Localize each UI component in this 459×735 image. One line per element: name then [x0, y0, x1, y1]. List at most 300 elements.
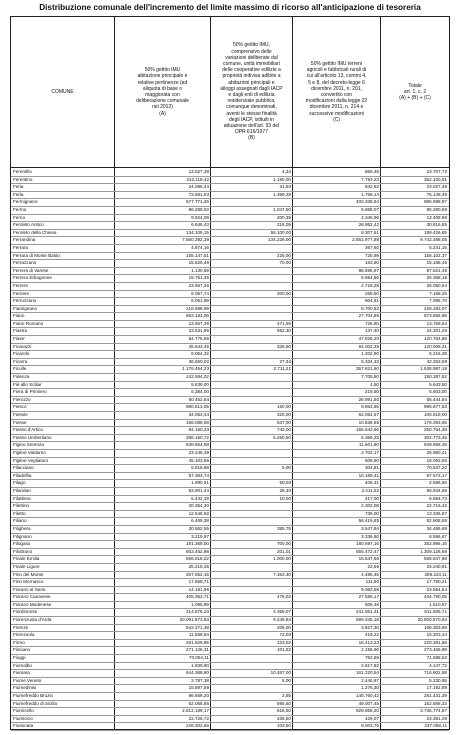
- cell-b: 355,75: [276, 525, 291, 531]
- cell-a: 12.546,92: [188, 510, 209, 516]
- cell-comune: Fermignano: [13, 199, 38, 205]
- cell-total: 23.027,48: [426, 184, 447, 190]
- cell-c: 655.472,47: [356, 548, 379, 554]
- cell-c: 27.704,86: [358, 313, 379, 319]
- cell-a: 257.552,16: [186, 571, 209, 577]
- cell-b: 70,00: [279, 260, 291, 266]
- cell-c: 8.003,76: [361, 723, 379, 729]
- header-col-c: [293, 17, 381, 167]
- cell-a: 4.874,16: [191, 244, 209, 250]
- cell-b: 10.467,00: [270, 670, 291, 676]
- cell-b: 134.226,00: [268, 237, 291, 243]
- cell-c: 2.718,28: [361, 282, 379, 288]
- cell-b: 616,50: [276, 708, 291, 714]
- cell-b: [211, 381, 291, 389]
- cell-b: [211, 533, 291, 541]
- cell-b: [211, 335, 291, 343]
- cell-total: 5.654,73: [429, 495, 447, 501]
- cell-b: 123,02: [276, 639, 291, 645]
- header-col-b-line: proprietà indivisa adibite a: [222, 73, 281, 80]
- header-col-b-line: delle cooperative edilizie a: [222, 67, 281, 74]
- cell-total: 3.736.774,87: [420, 708, 447, 714]
- cell-total: 150.287,52: [424, 374, 447, 380]
- cell-comune: Fisciano: [13, 647, 31, 653]
- cell-c: 865,48: [364, 169, 379, 174]
- cell-a: 45.643,45: [188, 343, 209, 349]
- cell-c: 606,60: [364, 457, 379, 463]
- cell-b: [211, 198, 291, 206]
- header-col-b-line: residenziale pubblica,: [227, 98, 276, 105]
- cell-total: 166.303,69: [424, 624, 447, 630]
- cell-b: 1.399,28: [273, 191, 291, 197]
- cell-total: 62.908,59: [426, 518, 447, 524]
- cell-comune: Fiumefreddo di Sicilia: [13, 700, 57, 706]
- cell-b: [211, 449, 291, 457]
- cell-c: 137,40: [364, 328, 379, 334]
- cell-c: 4,50: [370, 381, 379, 387]
- cell-c: 4.346,96: [361, 214, 379, 220]
- cell-total: 237.068,11: [424, 723, 447, 729]
- cell-b: 4.369,07: [273, 609, 291, 615]
- cell-total: 5.230,95: [429, 677, 447, 683]
- cell-total: 1.309.126,68: [420, 548, 447, 554]
- cell-a: 9.924,09: [191, 214, 209, 220]
- header-col-b-line: degli IACP, istituiti in: [229, 116, 274, 123]
- cell-c: 6.369,23: [361, 434, 379, 440]
- cell-b: [211, 563, 291, 571]
- cell-b: [211, 305, 291, 313]
- cell-comune: Ferentillo: [13, 169, 32, 174]
- cell-b: 1.190,00: [273, 176, 291, 182]
- cell-a: 288.150,72: [186, 434, 209, 440]
- cell-comune: Ficulle: [13, 366, 27, 372]
- cell-total: 7.085,70: [429, 298, 447, 304]
- cell-c: 47.925,20: [358, 336, 379, 342]
- cell-b: [211, 373, 291, 381]
- cell-c: 3.827,30: [361, 624, 379, 630]
- cell-b: 55.100,00: [270, 229, 291, 235]
- cell-comune: Ferrazzano: [13, 260, 37, 266]
- cell-a: 6.057,74: [191, 290, 209, 296]
- cell-comune: Ferrandina: [13, 237, 36, 243]
- cell-c: 357.821,60: [356, 366, 379, 372]
- cell-a: 1.176.454,23: [182, 366, 209, 372]
- cell-total: 85.280,59: [426, 206, 447, 212]
- cell-total: 13.769,64: [426, 320, 447, 326]
- cell-comune: Fidenza: [13, 374, 30, 380]
- cell-b: [211, 684, 291, 692]
- cell-b: 7.363,30: [273, 571, 291, 577]
- cell-a: 638.654,58: [186, 442, 209, 448]
- cell-a: 23.531,96: [188, 328, 209, 334]
- table-header: [10, 16, 450, 168]
- cell-c: 218,50: [364, 389, 379, 395]
- header-col-b-line: alloggi assegnati dagli IACP: [220, 85, 283, 92]
- cell-a: 73.581,53: [188, 191, 209, 197]
- cell-total: 152.568,33: [424, 700, 447, 706]
- cell-comune: Filattiera: [13, 495, 31, 501]
- cell-a: 84.150,33: [188, 427, 209, 433]
- cell-c: 163,60: [364, 260, 379, 266]
- cell-total: 2.596,65: [429, 480, 447, 486]
- cell-total: 9.742.488,05: [420, 237, 447, 243]
- cell-total: 15.168,45: [426, 260, 447, 266]
- cell-b: [211, 244, 291, 252]
- cell-b: [211, 274, 291, 282]
- cell-total: 26.050,54: [426, 282, 447, 288]
- cell-total: 17.192,89: [426, 685, 447, 691]
- cell-c: 9.362,58: [361, 586, 379, 592]
- cell-a: 542.271,38: [186, 624, 209, 630]
- header-col-d-line: Totale: [408, 82, 422, 89]
- cell-a: 2.787,38: [191, 677, 209, 683]
- cell-c: 4.485,45: [361, 571, 379, 577]
- cell-a: 6.051,99: [191, 298, 209, 304]
- table-body: [10, 168, 450, 730]
- cell-comune: Fiano Romano: [13, 320, 44, 326]
- cell-total: 13.408,89: [426, 214, 447, 220]
- cell-comune: Fiorenzuola d'Arda: [13, 617, 52, 623]
- cell-c: 3.336,60: [361, 533, 379, 539]
- cell-total: 716.902,68: [424, 670, 447, 676]
- cell-comune: Fino del Monte: [13, 571, 44, 577]
- cell-c: 2.302,08: [361, 503, 379, 509]
- cell-comune: Fiorano Canavese: [13, 594, 51, 600]
- cell-b: 6,00: [282, 677, 291, 683]
- cell-comune: Fiuggi: [13, 655, 26, 661]
- cell-c: 26.991,50: [358, 396, 379, 402]
- cell-comune: Ferentino: [13, 176, 33, 182]
- cell-total: 23.707,72: [426, 169, 447, 174]
- cell-total: 56.944,65: [426, 487, 447, 493]
- cell-a: 36.650,02: [188, 358, 209, 364]
- header-col-b-line: comune, unità immobiliari: [223, 60, 280, 67]
- cell-c: 3.547,94: [361, 525, 379, 531]
- cell-total: 6.596,67: [429, 533, 447, 539]
- cell-c: 2.617,82: [361, 662, 379, 668]
- cell-a: 405.353,71: [186, 594, 209, 600]
- cell-b: [211, 267, 291, 275]
- header-comune: [11, 17, 115, 167]
- cell-a: 13.027,38: [188, 169, 209, 174]
- header-col-a-line: nel 2012): [152, 104, 173, 111]
- header-col-b-line: comprensivo delle: [231, 48, 272, 55]
- cell-c: 728,60: [364, 320, 379, 326]
- cell-b: 150,00: [276, 404, 291, 410]
- header-col-c-line: convertito con: [320, 92, 353, 98]
- cell-total: 352.966,16: [424, 541, 447, 547]
- cell-comune: Filottrano: [13, 548, 33, 554]
- cell-c: 8.700,53: [361, 305, 379, 311]
- cell-comune: Firmo: [13, 639, 25, 645]
- cell-total: 13.336,87: [426, 510, 447, 516]
- cell-a: 13.567,39: [188, 320, 209, 326]
- cell-c: 86.596,97: [358, 267, 379, 273]
- cell-a: 11.559,84: [188, 632, 209, 638]
- cell-c: 752,69: [364, 655, 379, 661]
- header-col-c-line: modificazioni dalla legge 22: [305, 98, 368, 105]
- cell-comune: Ferrere: [13, 282, 29, 288]
- cell-comune: Fiumedinisi: [13, 685, 37, 691]
- cell-c: 505,48: [364, 601, 379, 607]
- cell-total: 15.203,44: [426, 632, 447, 638]
- cell-c: 1.275,30: [361, 685, 379, 691]
- cell-b: 2.711,21: [273, 366, 291, 372]
- header-col-b-line: e dagli enti di edilizia: [228, 92, 275, 98]
- cell-b: 218,09: [276, 222, 291, 228]
- header-col-c-line: 5 e 8, del decreto-legge 6: [308, 79, 365, 86]
- cell-c: 1.759,14: [361, 191, 379, 197]
- cell-comune: Fiè allo Sciliar: [13, 381, 42, 387]
- header-col-b: [211, 17, 293, 167]
- cell-total: 434.790,05: [424, 594, 447, 600]
- cell-total: 42.253,59: [426, 358, 447, 364]
- cell-c: 7.793,23: [361, 176, 379, 182]
- cell-c: 64.002,28: [358, 343, 379, 349]
- cell-comune: Filighera: [13, 525, 31, 531]
- cell-b: [211, 312, 291, 320]
- cell-a: 653.183,06: [186, 313, 209, 319]
- cell-c: 27.556,17: [358, 594, 379, 600]
- cell-b: [211, 388, 291, 396]
- cell-b: 595,50: [276, 700, 291, 706]
- cell-b: 200,39: [276, 214, 291, 220]
- cell-a: 281.829,85: [186, 639, 209, 645]
- cell-total: 273.466,99: [424, 647, 447, 653]
- cell-comune: Fiorano al Serio: [13, 586, 46, 592]
- header-col-b-line: variazioni deliberate dal: [225, 54, 278, 61]
- cell-comune: Fiumicino: [13, 715, 33, 721]
- cell-comune: Ferrara di Monte Baldo: [13, 252, 60, 258]
- cell-total: 71.588,62: [426, 655, 447, 661]
- cell-a: 45.103,56: [188, 457, 209, 463]
- cell-comune: Fiesso Umbertiano: [13, 434, 52, 440]
- cell-b: 200,00: [276, 290, 291, 296]
- cell-total: 302.773,45: [424, 434, 447, 440]
- cell-c: 161.220,54: [356, 670, 379, 676]
- cell-comune: Ferrera di Varese: [13, 267, 49, 273]
- cell-b: 201,01: [276, 548, 291, 554]
- cell-total: 176.393,65: [424, 419, 447, 425]
- cell-c: 804,61: [364, 298, 379, 304]
- header-col-b-line: abitazioni principali e: [228, 79, 275, 86]
- cell-a: 134.109,15: [186, 229, 209, 235]
- cell-a: 5.384,00: [191, 389, 209, 395]
- cell-comune: Fiumara: [13, 670, 30, 676]
- cell-b: 10,00: [279, 495, 291, 501]
- cell-a: 24.085,44: [188, 184, 209, 190]
- cell-a: 15.897,59: [188, 685, 209, 691]
- cell-b: [211, 517, 291, 525]
- cell-comune: Filignano: [13, 533, 32, 539]
- cell-total: 76.149,49: [426, 191, 447, 197]
- cell-b: [211, 396, 291, 404]
- header-col-b-line: attuazione dell'art. 93 del: [223, 123, 280, 130]
- cell-total: 16.063,56: [426, 457, 447, 463]
- cell-comune: Fiano: [13, 313, 25, 319]
- cell-c: 111,50: [365, 579, 379, 585]
- cell-total: 23.554,54: [426, 586, 447, 592]
- cell-b: 27,34: [279, 358, 291, 364]
- cell-c: 400.338,64: [356, 199, 379, 205]
- cell-comune: Fiuminata: [13, 723, 34, 729]
- header-col-a-line: (A): [159, 110, 166, 117]
- cell-b: 103,50: [276, 723, 291, 729]
- header-col-b-line: DPR 616/1977: [235, 129, 268, 136]
- cell-total: 250.754,38: [424, 427, 447, 433]
- cell-comune: Fiumefreddo Bruzio: [13, 693, 54, 699]
- cell-comune: Filandari: [13, 487, 31, 493]
- cell-a: 271.126,31: [186, 647, 209, 653]
- cell-total: 673.656,98: [424, 313, 447, 319]
- cell-comune: Firenze: [13, 624, 29, 630]
- cell-a: 242.118,42: [186, 176, 209, 182]
- cell-total: 87.521,48: [426, 267, 447, 273]
- cell-c: 5.334,33: [361, 358, 379, 364]
- cell-a: 64.775,66: [188, 336, 209, 342]
- cell-c: 26.952,42: [358, 222, 379, 228]
- cell-a: 6.646,43: [191, 222, 209, 228]
- cell-a: 5.432,19: [191, 495, 209, 501]
- cell-comune: Fiesco: [13, 404, 27, 410]
- header-col-c-line: dicembre 2011, n. 214 e: [309, 104, 364, 111]
- cell-comune: Finale Emilia: [13, 556, 40, 562]
- cell-a: 23.567,26: [188, 282, 209, 288]
- cell-b: [211, 350, 291, 358]
- cell-comune: Filetto: [13, 510, 26, 516]
- header-col-c-line: (C): [333, 116, 340, 123]
- cell-b: 235,50: [276, 715, 291, 721]
- cell-a: 6.816,88: [191, 465, 209, 471]
- cell-comune: Figline Valdarno: [13, 450, 46, 455]
- cell-c: 8.863,85: [361, 404, 379, 410]
- header-col-c-line: cui all'articolo 13, commi 4,: [306, 73, 367, 80]
- cell-b: [211, 472, 291, 480]
- header-col-a-line: deliberazione comunale: [136, 98, 189, 105]
- cell-a: 1.130,59: [191, 267, 209, 273]
- cell-a: 22.726,72: [188, 715, 209, 721]
- cell-c: 5.868,07: [361, 206, 379, 212]
- cell-c: 269,50: [364, 290, 379, 296]
- cell-total: 220.361,66: [424, 639, 447, 645]
- cell-b: [211, 662, 291, 670]
- cell-b: [211, 441, 291, 449]
- cell-total: 25.368,18: [426, 275, 447, 281]
- cell-b: [211, 578, 291, 586]
- cell-b: 50,00: [279, 480, 291, 486]
- cell-b: 1.000,00: [273, 556, 291, 562]
- cell-a: 228.302,68: [186, 723, 209, 729]
- cell-a: 1.890,51: [191, 480, 209, 486]
- header-col-d-line: art. 1, c. 2: [403, 88, 427, 95]
- cell-comune: Fermo: [13, 206, 27, 212]
- cell-b: 552,30: [276, 328, 291, 334]
- cell-comune: Ferla: [13, 191, 24, 197]
- cell-comune: Filago: [13, 480, 26, 486]
- header-col-c-line: agricoli e fabbricati rurali di: [306, 67, 367, 74]
- cell-a: 6.064,32: [191, 351, 209, 357]
- cell-b: 4,34: [282, 169, 291, 174]
- cell-c: 62.054,57: [358, 412, 379, 418]
- cell-c: 2.446,97: [361, 677, 379, 683]
- cell-comune: Fierozzo: [13, 396, 31, 402]
- cell-a: 218.598,99: [186, 305, 209, 311]
- header-comune-label: COMUNE: [51, 88, 74, 95]
- cell-c: 417,00: [364, 495, 379, 501]
- cell-b: 6.250,50: [273, 434, 291, 440]
- cell-total: 20.800.570,64: [417, 617, 447, 623]
- cell-a: 2.812.189,17: [182, 708, 209, 714]
- cell-c: 49.007,45: [358, 700, 379, 706]
- cell-a: 142.584,02: [186, 374, 209, 380]
- cell-b: [211, 510, 291, 518]
- cell-a: 25.218,35: [188, 563, 209, 569]
- header-col-a-line: 50% gettito IMU: [144, 67, 181, 74]
- cell-total: 611.505,71: [424, 609, 447, 615]
- cell-b: 471,59: [276, 320, 291, 326]
- cell-total: 97.573,17: [426, 472, 447, 478]
- cell-b: 1.047,50: [273, 206, 291, 212]
- cell-b: 28,30: [279, 487, 291, 493]
- cell-total: 4.147,72: [429, 662, 447, 668]
- cell-a: 644.368,60: [186, 670, 209, 676]
- cell-total: 985.698,87: [424, 199, 447, 205]
- cell-c: 148.760,42: [356, 693, 379, 699]
- cell-total: 228.283,07: [424, 305, 447, 311]
- cell-comune: Feria: [13, 184, 24, 190]
- cell-a: 556.918,22: [186, 556, 209, 562]
- cell-comune: Fiave': [13, 336, 26, 342]
- cell-total: 24.201,26: [426, 328, 447, 334]
- header-col-a-line: maggiorata con: [145, 92, 180, 98]
- cell-comune: Firenzuola: [13, 632, 35, 638]
- table-row: [11, 722, 449, 731]
- header-col-a-line: aliquota di base o: [142, 85, 183, 92]
- cell-c: 725,99: [364, 252, 379, 258]
- cell-total: 5.241,16: [429, 244, 447, 250]
- cell-comune: Fiesole: [13, 412, 28, 418]
- cell-total: 25.240,91: [426, 563, 447, 569]
- cell-c: 1.202,90: [361, 351, 379, 357]
- cell-b: [211, 586, 291, 594]
- cell-comune: Ferno: [13, 214, 26, 220]
- cell-b: [211, 282, 291, 290]
- cell-c: 22,56: [367, 563, 379, 569]
- cell-a: 155.147,51: [186, 252, 209, 258]
- header-col-a-line: relative pertinenze (ad: [137, 79, 188, 86]
- cell-comune: Fiumicello: [13, 708, 34, 714]
- cell-total: 155.102,37: [424, 252, 447, 258]
- cell-comune: Ferriere: [13, 290, 30, 296]
- document-title: Distribuzione comunale dell'incremento del limite massimo di ricorso all'anticipazione di tesoreria: [39, 3, 421, 12]
- cell-comune: Feroleto della Chiesa: [13, 229, 57, 235]
- cell-comune: Figline Vegliaturo: [13, 457, 49, 463]
- cell-comune: Finale Ligure: [13, 563, 40, 569]
- cell-b: [211, 601, 291, 609]
- cell-c: 165.542,66: [356, 427, 379, 433]
- cell-a: 653.462,98: [186, 548, 209, 554]
- cell-comune: Fiera di Primiero: [13, 389, 47, 395]
- cell-c: 5.654,86: [361, 275, 379, 281]
- cell-a: 18.751,35: [188, 275, 209, 281]
- cell-b: 476,02: [276, 594, 291, 600]
- cell-total: 70.537,20: [426, 465, 447, 471]
- cell-c: 929.955,20: [356, 708, 379, 714]
- header-col-a-line: abitazione principale e: [137, 73, 188, 80]
- cell-total: 189.426,85: [424, 229, 447, 235]
- cell-total: 555.847,88: [424, 556, 447, 562]
- cell-comune: Fiumalbo: [13, 662, 32, 668]
